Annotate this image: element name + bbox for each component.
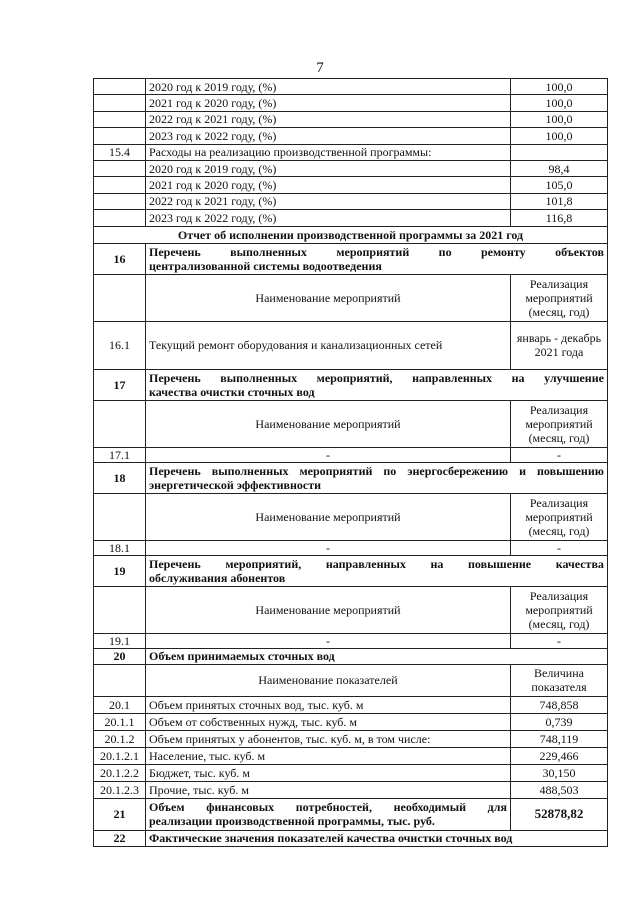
report-title: Отчет об исполнении производственной программы за 2021 год xyxy=(94,226,608,243)
row-number: 19.1 xyxy=(94,633,146,648)
title-word: для xyxy=(487,800,507,815)
section-title-line1 xyxy=(149,557,604,571)
section-header-18 xyxy=(94,462,608,493)
row-value: 748,858 xyxy=(511,696,608,713)
title-word: Перечень xyxy=(149,556,201,571)
table-row xyxy=(94,764,608,781)
table-row xyxy=(94,321,608,369)
title-word: по xyxy=(383,463,397,478)
row-label: Прочие, тыс. куб. м xyxy=(146,781,511,798)
empty-cell xyxy=(94,586,146,633)
empty-cell xyxy=(94,664,146,696)
row-value: 488,503 xyxy=(511,781,608,798)
section-title xyxy=(146,462,608,493)
title-word: потребностей, xyxy=(295,800,372,815)
row-number: 16.1 xyxy=(94,321,146,369)
activity-header: Наименование мероприятий xyxy=(146,400,511,447)
row-number: 17.1 xyxy=(94,447,146,462)
row-label: Население, тыс. куб. м xyxy=(146,747,511,764)
value-header: Величина показателя xyxy=(511,664,608,696)
row-value: 100,0 xyxy=(511,111,608,127)
title-word: по xyxy=(438,244,452,259)
section-title: Объем принимаемых сточных вод xyxy=(146,648,608,664)
row-label: Бюджет, тыс. куб. м xyxy=(146,764,511,781)
row-number xyxy=(94,177,146,193)
section-title xyxy=(146,798,511,830)
section-title xyxy=(146,369,608,400)
row-value xyxy=(511,144,608,160)
page-number: 7 xyxy=(316,60,324,76)
section-title-line2: централизованной системы водоотведения xyxy=(149,258,382,273)
row-label: 2022 год к 2021 году, (%) xyxy=(146,111,511,127)
table-row xyxy=(94,540,608,555)
row-label: 2023 год к 2022 году, (%) xyxy=(146,128,511,144)
title-word: Перечень xyxy=(149,463,201,478)
row-number: 20.1 xyxy=(94,696,146,713)
column-header-row xyxy=(94,493,608,540)
row-value: 105,0 xyxy=(511,177,608,193)
empty-cell xyxy=(94,493,146,540)
row-label: 2020 год к 2019 году, (%) xyxy=(146,79,511,95)
row-value: - xyxy=(511,540,608,555)
title-word: Перечень xyxy=(149,244,201,259)
table-row xyxy=(94,447,608,462)
title-word: выполненных xyxy=(230,244,307,259)
section-title-line1 xyxy=(149,464,604,478)
row-value: 116,8 xyxy=(511,210,608,226)
title-word: мероприятий, xyxy=(316,370,393,385)
indicator-header: Наименование показателей xyxy=(146,664,511,696)
row-number xyxy=(94,193,146,209)
title-word: повышению xyxy=(537,463,604,478)
section-title-line2: реализации производственной программы, тыс. руб. xyxy=(149,814,435,829)
row-number xyxy=(94,210,146,226)
title-word: мероприятий, xyxy=(225,556,302,571)
row-label: - xyxy=(146,540,511,555)
empty-cell xyxy=(94,400,146,447)
row-value: - xyxy=(511,447,608,462)
row-number xyxy=(94,79,146,95)
row-number xyxy=(94,111,146,127)
section-header-20 xyxy=(94,648,608,664)
section-number: 21 xyxy=(94,798,146,830)
row-label: 2022 год к 2021 году, (%) xyxy=(146,193,511,209)
title-word: выполненных xyxy=(211,463,289,478)
row-label: 2021 год к 2020 году, (%) xyxy=(146,177,511,193)
row-number: 20.1.2.3 xyxy=(94,781,146,798)
row-label: Объем от собственных нужд, тыс. куб. м xyxy=(146,713,511,730)
section-title-line2: энергетической эффективности xyxy=(149,477,322,492)
row-value: 100,0 xyxy=(511,95,608,111)
title-word: повышение xyxy=(468,556,532,571)
section-title-line2: качества очистки сточных вод xyxy=(149,384,315,399)
section-header-16 xyxy=(94,243,608,274)
row-number xyxy=(94,128,146,144)
row-number: 20.1.1 xyxy=(94,713,146,730)
table-row xyxy=(94,144,608,160)
title-word: качества xyxy=(555,556,604,571)
section-title-line1 xyxy=(149,800,507,814)
table-row xyxy=(94,160,608,176)
table-row xyxy=(94,696,608,713)
row-label: - xyxy=(146,447,511,462)
table-row xyxy=(94,747,608,764)
title-word: и xyxy=(519,463,526,478)
section-title-line1 xyxy=(149,245,604,259)
row-value: - xyxy=(511,633,608,648)
title-word: на xyxy=(430,556,444,571)
title-word: финансовых xyxy=(206,800,275,815)
row-value: 0,739 xyxy=(511,713,608,730)
realization-header: Реализация мероприятий (месяц, год) xyxy=(511,274,608,321)
row-label: Текущий ремонт оборудования и канализационных сетей xyxy=(146,321,511,369)
empty-cell xyxy=(94,274,146,321)
activity-header: Наименование мероприятий xyxy=(146,586,511,633)
row-label: Объем принятых у абонентов, тыс. куб. м, в том числе: xyxy=(146,730,511,747)
section-number: 20 xyxy=(94,648,146,664)
section-number: 17 xyxy=(94,369,146,400)
row-label: 2021 год к 2020 году, (%) xyxy=(146,95,511,111)
row-number xyxy=(94,95,146,111)
section-title: Фактические значения показателей качества очистки сточных вод xyxy=(146,830,608,846)
table-row xyxy=(94,730,608,747)
column-header-row xyxy=(94,274,608,321)
row-number: 20.1.2 xyxy=(94,730,146,747)
row-label: Расходы на реализацию производственной программы: xyxy=(146,144,511,160)
row-value: январь - декабрь 2021 года xyxy=(511,321,608,369)
title-word: объектов xyxy=(555,244,604,259)
table-row xyxy=(94,177,608,193)
program-table xyxy=(93,78,608,847)
section-number: 16 xyxy=(94,243,146,274)
row-number: 18.1 xyxy=(94,540,146,555)
section-title xyxy=(146,555,608,586)
title-word: Объем xyxy=(149,800,185,815)
activity-header: Наименование мероприятий xyxy=(146,274,511,321)
title-word: мероприятий xyxy=(299,463,373,478)
section-header-19 xyxy=(94,555,608,586)
row-label: 2023 год к 2022 году, (%) xyxy=(146,210,511,226)
section-header-21 xyxy=(94,798,608,830)
activity-header: Наименование мероприятий xyxy=(146,493,511,540)
column-header-row xyxy=(94,400,608,447)
row-value: 229,466 xyxy=(511,747,608,764)
table-row xyxy=(94,79,608,95)
row-label: Объем принятых сточных вод, тыс. куб. м xyxy=(146,696,511,713)
table-row xyxy=(94,128,608,144)
title-word: ремонту xyxy=(481,244,526,259)
realization-header: Реализация мероприятий (месяц, год) xyxy=(511,493,608,540)
row-value: 101,8 xyxy=(511,193,608,209)
table-row xyxy=(94,95,608,111)
row-number: 20.1.2.1 xyxy=(94,747,146,764)
row-number: 15.4 xyxy=(94,144,146,160)
row-value: 100,0 xyxy=(511,128,608,144)
section-title-line2: обслуживания абонентов xyxy=(149,570,286,585)
title-word: выполненных xyxy=(220,370,298,385)
financial-value: 52878,82 xyxy=(511,798,608,830)
row-value: 748,119 xyxy=(511,730,608,747)
section-header-17 xyxy=(94,369,608,400)
title-word: энергосбережению xyxy=(407,463,509,478)
row-value: 30,150 xyxy=(511,764,608,781)
table-row xyxy=(94,633,608,648)
title-word: необходимый xyxy=(393,800,467,815)
row-number xyxy=(94,160,146,176)
row-value: 100,0 xyxy=(511,79,608,95)
section-header-22 xyxy=(94,830,608,846)
column-header-row xyxy=(94,664,608,696)
section-title-line1 xyxy=(149,371,604,385)
title-word: направленных xyxy=(325,556,406,571)
title-word: Перечень xyxy=(149,370,201,385)
title-word: мероприятий xyxy=(336,244,410,259)
section-number: 22 xyxy=(94,830,146,846)
title-word: улучшение xyxy=(544,370,604,385)
table-row xyxy=(94,111,608,127)
section-number: 19 xyxy=(94,555,146,586)
section-title xyxy=(146,243,608,274)
table-row xyxy=(94,713,608,730)
row-label: 2020 год к 2019 году, (%) xyxy=(146,160,511,176)
table-row xyxy=(94,193,608,209)
realization-header: Реализация мероприятий (месяц, год) xyxy=(511,400,608,447)
title-word: направленных xyxy=(412,370,493,385)
title-word: на xyxy=(511,370,525,385)
table-row xyxy=(94,210,608,226)
row-value: 98,4 xyxy=(511,160,608,176)
column-header-row xyxy=(94,586,608,633)
row-label: - xyxy=(146,633,511,648)
row-number: 20.1.2.2 xyxy=(94,764,146,781)
realization-header: Реализация мероприятий (месяц, год) xyxy=(511,586,608,633)
section-number: 18 xyxy=(94,462,146,493)
table-row xyxy=(94,781,608,798)
